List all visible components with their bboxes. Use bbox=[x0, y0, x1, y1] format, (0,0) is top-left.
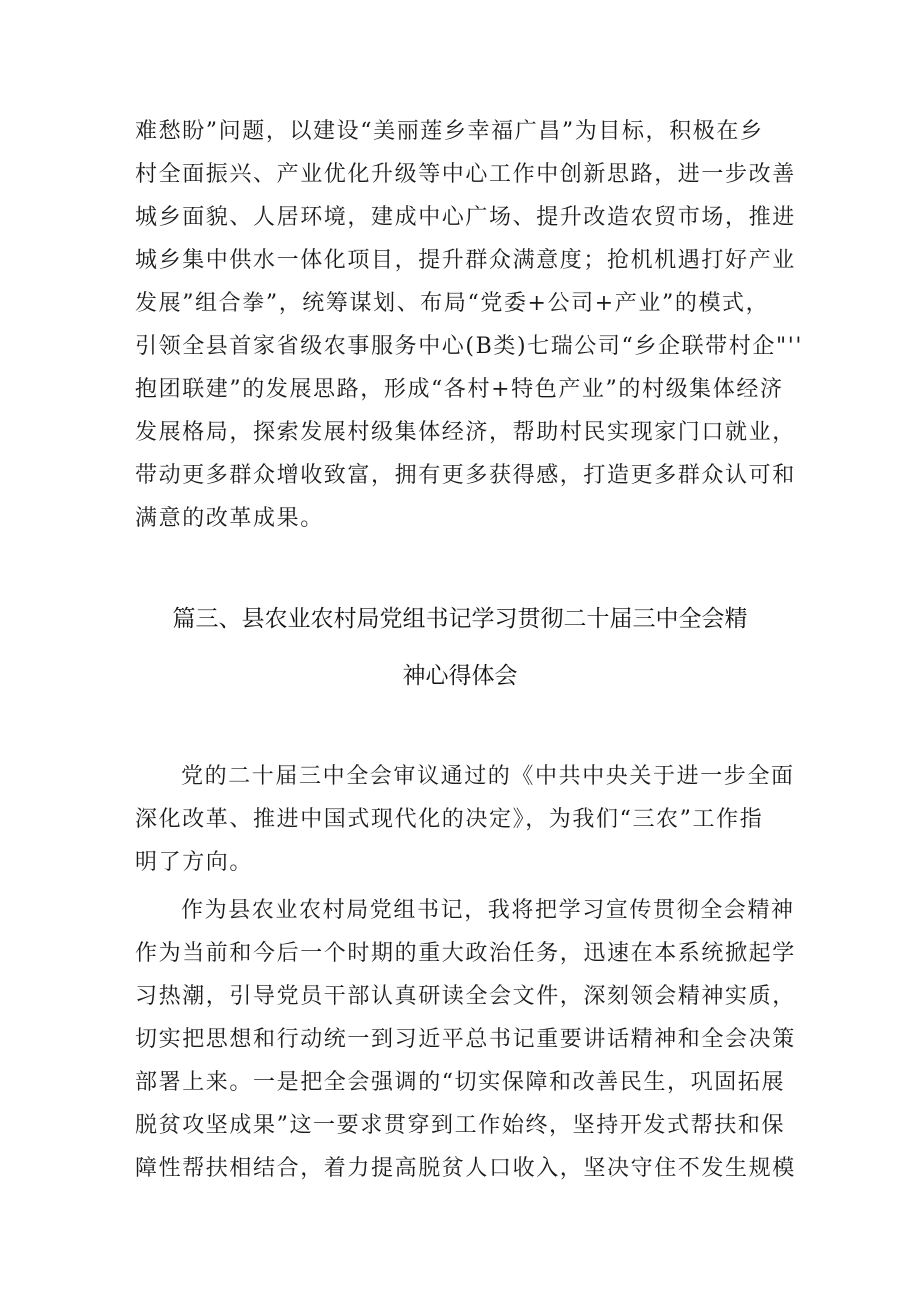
text-line: 发展”组合拳”，统筹谋划、布局“党委+公司+产业”的模式， bbox=[135, 291, 770, 316]
text-line: 党的二十届三中全会审议通过的《中共中央关于进一步全面 bbox=[181, 764, 795, 789]
text-line: 引领全县首家省级农事服务中心(B类)七瑞公司“乡企联带村企"'' bbox=[135, 334, 803, 359]
text-line: 切实把思想和行动统一到习近平总书记重要讲话精神和全会决策 bbox=[135, 1027, 796, 1052]
text-line: 带动更多群众增收致富，拥有更多获得感，打造更多群众认可和 bbox=[135, 463, 796, 488]
text-line: 深化改革、推进中国式现代化的决定》，为我们“三农”工作指 bbox=[135, 807, 764, 832]
text-line: 脱贫攻坚成果”这一要求贯穿到工作始终，坚持开发式帮扶和保 bbox=[135, 1113, 786, 1138]
text-line: 城乡集中供水一体化项目，提升群众满意度；抢机机遇打好产业 bbox=[135, 248, 796, 273]
text-line: 城乡面貌、人居环境，建成中心广场、提升改造农贸市场，推进 bbox=[135, 205, 796, 230]
text-line: 作为当前和今后一个时期的重大政治任务，迅速在本系统掀起学 bbox=[135, 941, 796, 966]
section-heading-line-1: 篇三、县农业农村局党组书记学习贯彻二十届三中全会精 bbox=[172, 606, 748, 632]
text-line: 部署上来。一是把全会强调的“切实保障和改善民生，巩固拓展 bbox=[135, 1070, 786, 1095]
text-line: 障性帮扶相结合，着力提高脱贫人口收入，坚决守住不发生规模 bbox=[135, 1156, 796, 1181]
text-line: 抱团联建”的发展思路，形成“各村+特色产业”的村级集体经济 bbox=[135, 377, 784, 402]
text-line: 作为县农业农村局党组书记，我将把学习宣传贯彻全会精神 bbox=[181, 898, 795, 923]
text-line: 发展格局，探索发展村级集体经济，帮助村民实现家门口就业， bbox=[135, 420, 796, 445]
text-line: 难愁盼”问题，以建设“美丽莲乡幸福广昌”为目标，积极在乡 bbox=[135, 119, 764, 144]
text-line: 习热潮，引导党员干部认真研读全会文件，深刻领会精神实质， bbox=[135, 984, 796, 1009]
text-line: 满意的改革成果。 bbox=[135, 506, 324, 531]
section-heading-line-2: 神心得体会 bbox=[402, 663, 518, 689]
text-line: 村全面振兴、产业优化升级等中心工作中创新思路，进一步改善 bbox=[135, 162, 796, 187]
text-line: 明了方向。 bbox=[135, 850, 254, 875]
